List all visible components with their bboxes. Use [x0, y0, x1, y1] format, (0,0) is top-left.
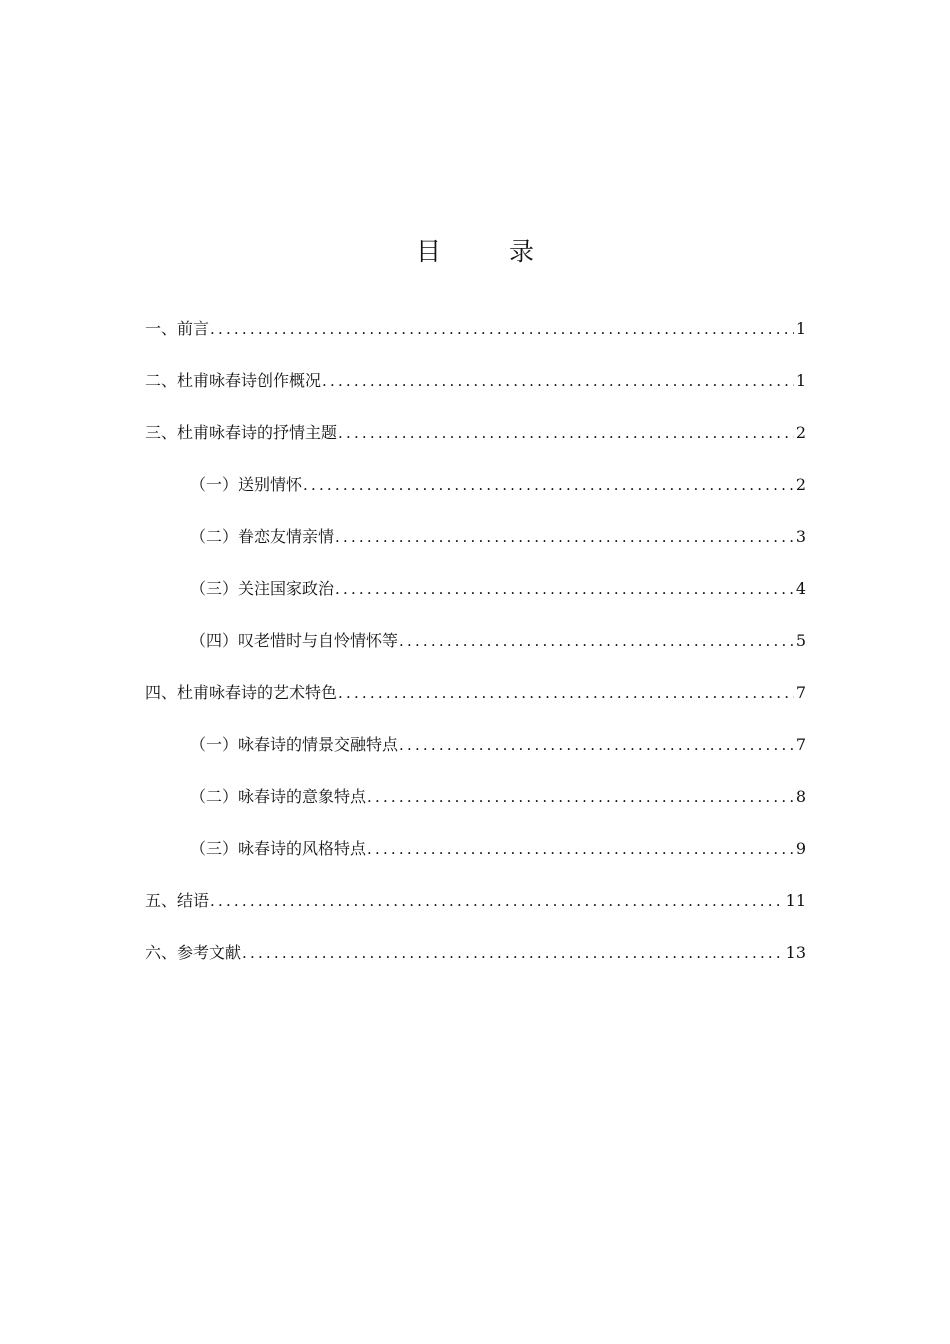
toc-subentry[interactable]: [145, 523, 806, 575]
toc-dot-leader: [335, 523, 794, 551]
toc-entry-label: 一、前言: [145, 319, 210, 338]
toc-entry-label: （二）咏春诗的意象特点: [190, 787, 367, 806]
toc-page-number: 8: [795, 787, 806, 806]
toc-subentry[interactable]: [145, 575, 806, 627]
toc-page-number: 3: [795, 527, 806, 546]
toc-dot-leader: [242, 939, 784, 967]
toc-entry-label: 四、杜甫咏春诗的艺术特色: [145, 683, 338, 702]
toc-entry[interactable]: [145, 679, 806, 731]
toc-subentry[interactable]: [145, 627, 806, 679]
toc-entry-label: （三）关注国家政治: [190, 579, 335, 598]
toc-dot-leader: [338, 419, 794, 447]
toc-dot-leader: [303, 471, 794, 499]
toc-entry[interactable]: [145, 315, 806, 367]
toc-dot-leader: [399, 627, 794, 655]
toc-entry[interactable]: [145, 887, 806, 939]
toc-page-number: 5: [795, 631, 806, 650]
toc-subentry[interactable]: [145, 731, 806, 783]
toc-entry-label: 五、结语: [145, 891, 210, 910]
toc-dot-leader: [367, 783, 794, 811]
toc-page-number: 7: [795, 735, 806, 754]
toc-subentry[interactable]: [145, 471, 806, 523]
toc-subentry[interactable]: [145, 835, 806, 887]
toc-entry[interactable]: [145, 419, 806, 471]
toc-entry-label: （四）叹老惜时与自怜情怀等: [190, 631, 399, 650]
toc-dot-leader: [322, 367, 794, 395]
toc-entry-label: 二、杜甫咏春诗创作概况: [145, 371, 322, 390]
toc-page-number: 9: [795, 839, 806, 858]
toc-page-number: 7: [795, 683, 806, 702]
toc-page-number: 11: [785, 891, 806, 910]
toc-page-number: 2: [795, 423, 806, 442]
toc-dot-leader: [335, 575, 794, 603]
toc-entry[interactable]: [145, 939, 806, 991]
toc-dot-leader: [210, 887, 784, 915]
toc-dot-leader: [338, 679, 794, 707]
page-title: 目 录: [416, 237, 564, 266]
toc-entry-label: （一）送别情怀: [190, 475, 303, 494]
toc-entry-label: （一）咏春诗的情景交融特点: [190, 735, 399, 754]
toc-page-number: 1: [795, 319, 806, 338]
toc-page-number: 2: [795, 475, 806, 494]
toc-page-number: 13: [785, 943, 806, 962]
toc-dot-leader: [399, 731, 794, 759]
toc-entry[interactable]: [145, 367, 806, 419]
toc-page-number: 1: [795, 371, 806, 390]
toc-entry-label: 三、杜甫咏春诗的抒情主题: [145, 423, 338, 442]
toc-entry-label: （二）眷恋友情亲情: [190, 527, 335, 546]
toc-entry-label: 六、参考文献: [145, 943, 242, 962]
toc-subentry[interactable]: [145, 783, 806, 835]
toc-entry-label: （三）咏春诗的风格特点: [190, 839, 367, 858]
toc-dot-leader: [210, 315, 794, 343]
toc-dot-leader: [367, 835, 794, 863]
toc-page-number: 4: [795, 579, 806, 598]
table-of-contents: [145, 315, 806, 991]
